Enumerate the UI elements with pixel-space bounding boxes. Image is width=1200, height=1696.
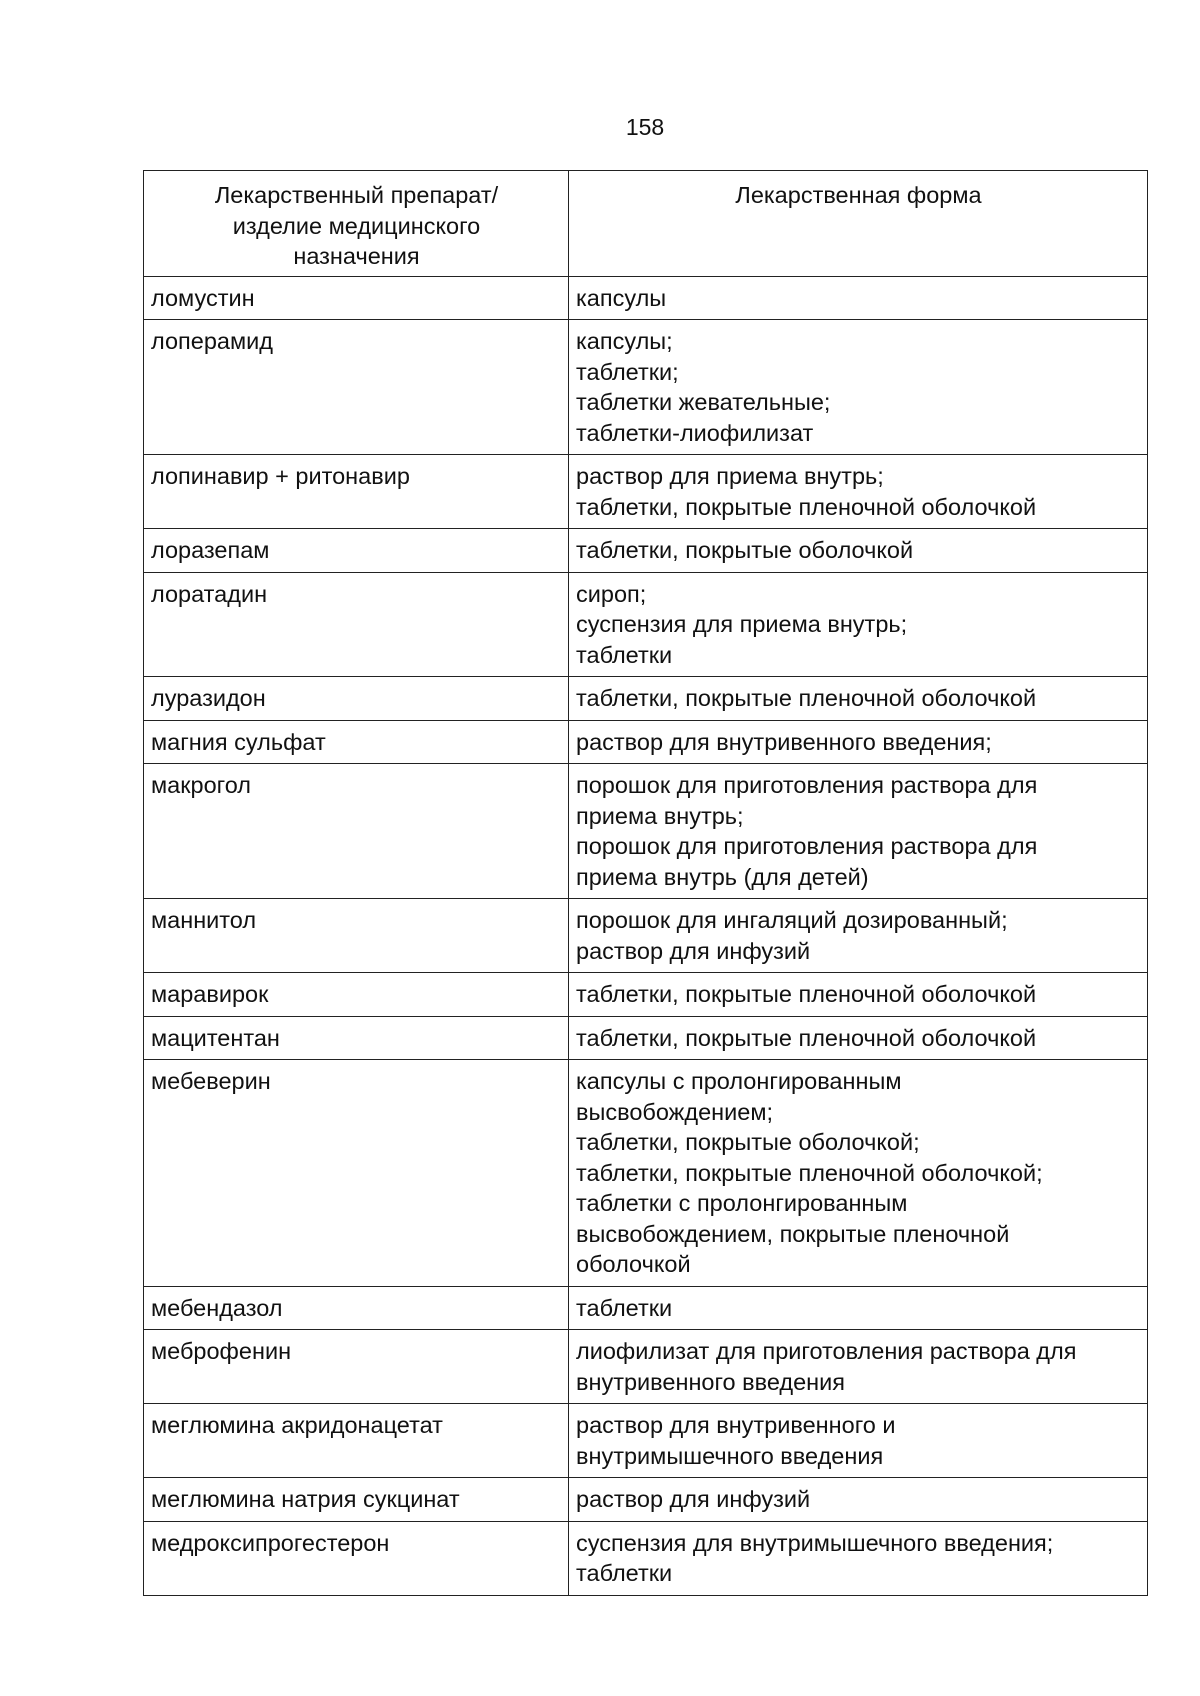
dosage-form-cell — [569, 320, 1148, 455]
dosage-form-line: капсулы — [576, 284, 667, 311]
drug-name-cell — [144, 572, 569, 677]
dosage-form-line: приема внутрь (для детей) — [576, 863, 869, 890]
drug-name-cell — [144, 529, 569, 573]
drug-name: лоразепам — [151, 537, 270, 563]
dosage-form-line: таблетки-лиофилизат — [576, 419, 814, 446]
dosage-form-line: таблетки, покрытые оболочкой; — [576, 1129, 920, 1155]
drug-name: меброфенин — [151, 1338, 292, 1364]
dosage-form-line: оболочкой — [576, 1251, 691, 1277]
drug-name: маравирок — [151, 981, 269, 1007]
dosage-form-cell — [569, 1060, 1148, 1287]
table-row — [144, 1404, 1148, 1478]
dosage-form-line: порошок для приготовления раствора для — [576, 833, 1038, 859]
drug-name-cell — [144, 1404, 569, 1478]
drug-name: лоратадин — [151, 580, 268, 607]
dosage-form-line: внутривенного введения — [576, 1368, 846, 1395]
header-drug — [144, 171, 569, 277]
drug-name-cell — [144, 320, 569, 455]
dosage-form-line: высвобождением; — [576, 1098, 774, 1125]
drug-name-cell — [144, 1330, 569, 1404]
dosage-form-line: внутримышечного введения — [576, 1442, 884, 1469]
header-drug-line: назначения — [293, 243, 420, 269]
dosage-form-line: таблетки, покрытые пленочной оболочкой — [576, 981, 1037, 1007]
dosage-form-line: таблетки жевательные; — [576, 389, 831, 415]
table-header-row — [144, 171, 1148, 277]
drug-name-cell — [144, 1060, 569, 1287]
dosage-form-cell — [569, 1016, 1148, 1060]
header-drug-line: изделие медицинского — [232, 212, 481, 239]
drug-name-cell — [144, 276, 569, 320]
drug-name: меглюмина натрия сукцинат — [151, 1486, 460, 1512]
table-row — [144, 1016, 1148, 1060]
dosage-form-cell — [569, 529, 1148, 573]
dosage-form-cell — [569, 1521, 1148, 1595]
drug-name: магния сульфат — [151, 728, 326, 755]
dosage-form-line: таблетки, покрытые оболочкой — [576, 537, 914, 563]
table-row — [144, 1060, 1148, 1287]
dosage-form-line: таблетки — [576, 1294, 673, 1321]
table-row — [144, 1521, 1148, 1595]
table-row — [144, 677, 1148, 721]
drug-name: меглюмина акридонацетат — [151, 1412, 443, 1438]
table-row — [144, 1286, 1148, 1330]
drug-name: ломустин — [151, 284, 255, 311]
dosage-form-cell — [569, 764, 1148, 899]
header-drug-line: Лекарственный препарат/ — [214, 182, 499, 208]
dosage-form-cell — [569, 1286, 1148, 1330]
dosage-form-line: таблетки с пролонгированным — [576, 1190, 908, 1216]
header-form — [569, 171, 1148, 277]
dosage-form-line: таблетки, покрытые пленочной оболочкой; — [576, 1159, 1043, 1186]
drug-table — [143, 170, 1148, 1596]
dosage-form-cell — [569, 1330, 1148, 1404]
dosage-form-cell — [569, 720, 1148, 764]
table-row — [144, 720, 1148, 764]
table-row — [144, 320, 1148, 455]
table-row — [144, 1330, 1148, 1404]
table-row — [144, 1478, 1148, 1522]
dosage-form-cell — [569, 1404, 1148, 1478]
dosage-form-cell — [569, 276, 1148, 320]
dosage-form-cell — [569, 455, 1148, 529]
dosage-form-line: раствор для внутривенного и — [576, 1412, 896, 1438]
dosage-form-line: приема внутрь; — [576, 802, 744, 829]
dosage-form-line: раствор для внутривенного введения; — [576, 728, 992, 755]
dosage-form-line: таблетки, покрытые пленочной оболочкой — [576, 685, 1037, 711]
dosage-form-cell — [569, 973, 1148, 1017]
dosage-form-line: капсулы; — [576, 328, 673, 354]
drug-name: мацитентан — [151, 1024, 280, 1051]
dosage-form-line: порошок для ингаляций дозированный; — [576, 907, 1008, 933]
drug-name-cell — [144, 1286, 569, 1330]
dosage-form-cell — [569, 1478, 1148, 1522]
dosage-form-line: таблетки — [576, 641, 673, 668]
table-row — [144, 455, 1148, 529]
table-row — [144, 572, 1148, 677]
drug-name: маннитол — [151, 907, 257, 933]
drug-name: лоперамид — [151, 328, 273, 354]
dosage-form-line: раствор для приема внутрь; — [576, 463, 884, 489]
dosage-form-line: таблетки; — [576, 358, 679, 385]
table-row — [144, 276, 1148, 320]
drug-name: мебендазол — [151, 1294, 283, 1321]
drug-name-cell — [144, 677, 569, 721]
table-row — [144, 973, 1148, 1017]
header-form-line: Лекарственная форма — [735, 182, 982, 208]
dosage-form-cell — [569, 572, 1148, 677]
drug-name-cell — [144, 720, 569, 764]
drug-name-cell — [144, 1478, 569, 1522]
dosage-form-line: лиофилизат для приготовления раствора для — [576, 1338, 1077, 1364]
dosage-form-line: таблетки, покрытые пленочной оболочкой — [576, 493, 1037, 520]
dosage-form-line: суспензия для внутримышечного введения; — [576, 1529, 1054, 1556]
dosage-form-line: таблетки — [576, 1560, 673, 1586]
dosage-form-cell — [569, 899, 1148, 973]
drug-name: лопинавир + ритонавир — [151, 463, 410, 489]
dosage-form-cell — [569, 677, 1148, 721]
dosage-form-line: порошок для приготовления раствора для — [576, 772, 1038, 798]
drug-name-cell — [144, 764, 569, 899]
table-row — [144, 764, 1148, 899]
drug-name-cell — [144, 973, 569, 1017]
dosage-form-line: суспензия для приема внутрь; — [576, 611, 908, 637]
drug-name: луразидон — [151, 685, 266, 711]
page-number: 158 — [625, 114, 665, 140]
dosage-form-line: таблетки, покрытые пленочной оболочкой — [576, 1024, 1037, 1051]
table-row — [144, 899, 1148, 973]
drug-name: мебеверин — [151, 1068, 271, 1094]
drug-name-cell — [144, 899, 569, 973]
drug-name-cell — [144, 455, 569, 529]
dosage-form-line: сироп; — [576, 580, 647, 607]
dosage-form-line: высвобождением, покрытые пленочной — [576, 1220, 1010, 1247]
dosage-form-line: раствор для инфузий — [576, 937, 811, 964]
dosage-form-line: капсулы с пролонгированным — [576, 1068, 902, 1094]
drug-name-cell — [144, 1521, 569, 1595]
drug-name: медроксипрогестерон — [151, 1529, 390, 1556]
drug-name: макрогол — [151, 772, 251, 798]
dosage-form-line: раствор для инфузий — [576, 1486, 811, 1512]
drug-name-cell — [144, 1016, 569, 1060]
table-row — [144, 529, 1148, 573]
table-body — [144, 276, 1148, 1595]
